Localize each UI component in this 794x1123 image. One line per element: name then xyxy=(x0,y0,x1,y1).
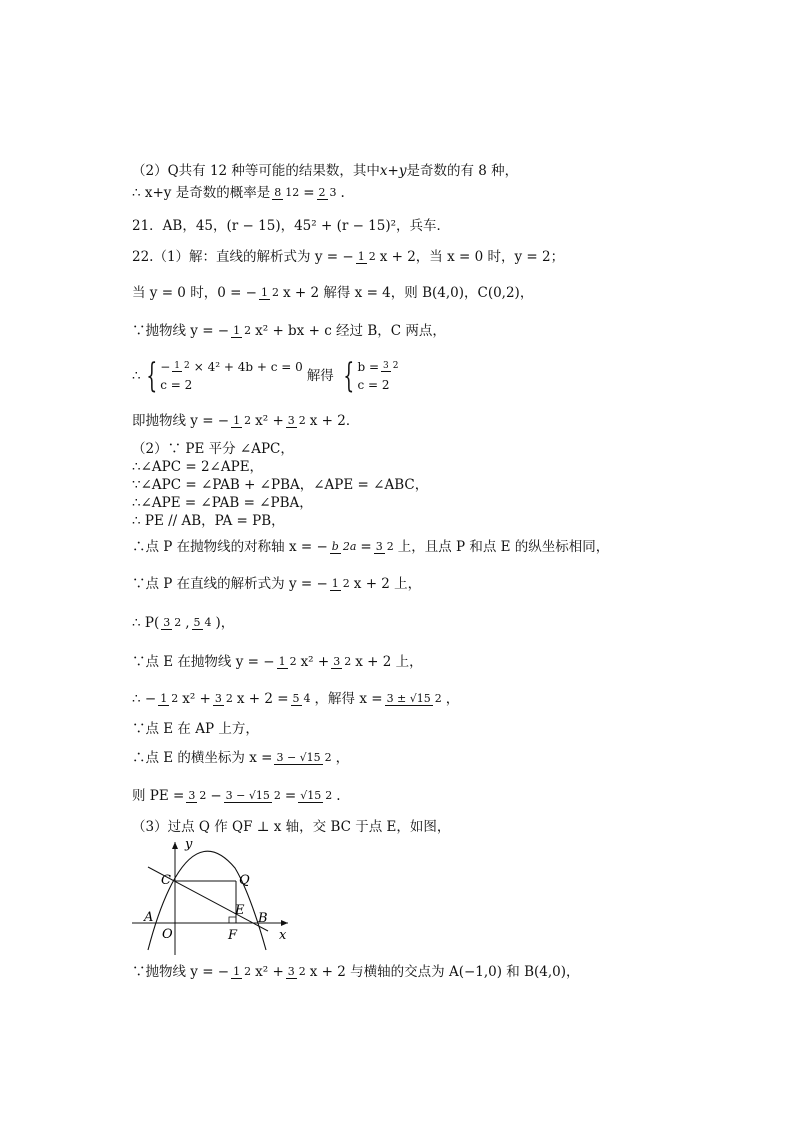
line-probability-intro xyxy=(132,162,518,180)
line-intersections xyxy=(132,963,580,981)
line-equation-system xyxy=(132,358,402,394)
denominator: 2 xyxy=(344,654,352,668)
fraction xyxy=(192,617,214,630)
line-angle-2 xyxy=(132,476,428,494)
text: x + 2 解得 x = 4，则 B(4,0)，C(0,2)， xyxy=(283,285,534,301)
label-F: F xyxy=(228,928,238,943)
text: , xyxy=(185,615,190,631)
numerator: 1 xyxy=(233,964,241,978)
label-E: E xyxy=(235,903,245,918)
text: = xyxy=(284,788,297,804)
denominator: 2 xyxy=(325,788,333,802)
numerator: 2 xyxy=(318,185,326,199)
fraction xyxy=(272,187,301,200)
denominator: 12 xyxy=(285,185,300,199)
label-C: C xyxy=(161,873,171,888)
text: − xyxy=(210,788,222,804)
text: ∴点 P 在抛物线的对称轴 x = − xyxy=(132,539,328,555)
fraction xyxy=(374,541,396,554)
text: − xyxy=(160,360,171,374)
label-O: O xyxy=(162,927,173,942)
numerator: 1 xyxy=(331,576,339,590)
brace-icon: { xyxy=(343,356,355,396)
fraction xyxy=(286,415,308,428)
system-right xyxy=(357,358,402,394)
denominator: 2 xyxy=(298,413,306,427)
line-probability-result xyxy=(132,184,345,202)
text: （2）∵ PE 平分 ∠APC， xyxy=(132,441,294,457)
fraction xyxy=(231,325,253,338)
line-E-on-parabola xyxy=(132,653,423,671)
numerator: 1 xyxy=(174,361,181,371)
line-points-BC xyxy=(132,284,533,302)
denominator: 2 xyxy=(434,691,442,705)
denominator: 2 xyxy=(324,750,332,764)
text: 则 PE = xyxy=(132,788,185,804)
text: ∴点 E 的横坐标为 x = xyxy=(132,750,273,766)
text: )， xyxy=(215,615,235,631)
denominator: 2 xyxy=(392,361,399,371)
text: . xyxy=(340,185,345,201)
text: x² + xyxy=(255,413,284,429)
line-q22-part1 xyxy=(132,248,564,266)
line-part3 xyxy=(132,818,450,836)
parabola-figure xyxy=(128,838,298,956)
text: （2）Q共有 12 种等可能的结果数，其中 xyxy=(132,163,380,179)
text: x² + xyxy=(182,691,211,707)
numerator: 1 xyxy=(261,285,268,299)
denominator: 3 xyxy=(329,185,337,199)
denominator: 2 xyxy=(174,615,182,629)
line-parabola-result xyxy=(132,412,359,430)
brace-icon: { xyxy=(146,356,157,396)
fraction xyxy=(330,541,359,554)
fraction xyxy=(356,251,378,264)
system-row xyxy=(160,358,303,376)
text: x² + xyxy=(300,654,330,670)
text: ， xyxy=(445,691,460,707)
denominator: 2 xyxy=(244,323,252,337)
line-parabola-through xyxy=(132,322,446,340)
x-axis-arrow-icon xyxy=(281,920,288,926)
text: ∴ x+y 是奇数的概率是 xyxy=(132,185,271,201)
label-y: y xyxy=(185,838,193,852)
fraction xyxy=(291,693,313,706)
numerator: 8 xyxy=(274,185,282,199)
denominator: 2 xyxy=(386,539,394,553)
text: （3）过点 Q 作 QF ⊥ x 轴，交 BC 于点 E，如图， xyxy=(132,819,451,835)
text: x² + xyxy=(255,964,284,980)
text: x + 2 上， xyxy=(353,576,422,592)
label-B: B xyxy=(258,911,268,926)
text: x + 2 上， xyxy=(355,654,423,670)
text: ， xyxy=(335,750,350,766)
numerator: 3 xyxy=(214,691,222,705)
text: = xyxy=(303,185,315,201)
denominator: 2 xyxy=(298,964,306,978)
text: x + 2 与横轴的交点为 A(−1,0) 和 B(4,0)， xyxy=(309,964,580,980)
numerator: b xyxy=(331,539,339,553)
text: 解得 xyxy=(306,368,334,384)
text: ∵∠APC = ∠PAB + ∠PBA，∠APE = ∠ABC， xyxy=(132,477,429,493)
text: ∵点 E 在抛物线 y = − xyxy=(132,654,275,670)
denominator: 2 xyxy=(184,361,190,371)
numerator: 3 xyxy=(287,413,295,427)
denominator: 2 xyxy=(244,964,252,978)
denominator: 4 xyxy=(303,691,311,705)
text: ∴ xyxy=(132,368,141,384)
line-q21-answer xyxy=(132,217,450,235)
text: 是奇数的有 8 种， xyxy=(406,163,519,179)
fraction xyxy=(172,362,191,372)
line-E-above xyxy=(132,720,259,738)
denominator: 2 xyxy=(342,576,350,590)
text: b = xyxy=(357,360,380,374)
fraction xyxy=(186,790,208,803)
line-angle-3 xyxy=(132,494,313,512)
system-row xyxy=(357,358,402,376)
numerator: 1 xyxy=(278,654,286,668)
denominator: 2 xyxy=(199,788,207,802)
line-solve-E xyxy=(132,690,459,708)
text: ∴∠APE = ∠PAB = ∠PBA， xyxy=(132,495,313,511)
text: x + 2． xyxy=(309,413,360,429)
numerator: 5 xyxy=(193,615,201,629)
text: ∴∠APC = 2∠APE， xyxy=(132,459,264,475)
text: ∵点 E 在 AP 上方， xyxy=(132,721,259,737)
text: 21．AB，45，(r − 15)，45² + (r − 15)²，兵车． xyxy=(132,218,451,234)
text: . xyxy=(336,788,341,804)
numerator: 3 − √15 xyxy=(225,788,270,802)
line-axis-of-symmetry xyxy=(132,538,609,556)
numerator: 3 xyxy=(287,964,295,978)
label-Q: Q xyxy=(239,873,250,888)
fraction xyxy=(161,617,183,630)
text: 22.（1）解：直线的解析式为 y = − xyxy=(132,249,354,265)
label-A: A xyxy=(144,910,154,925)
numerator: 3 − √15 xyxy=(276,750,321,764)
fraction xyxy=(231,966,253,979)
numerator: 5 xyxy=(292,691,300,705)
denominator: 2a xyxy=(342,539,357,553)
text: 即抛物线 y = − xyxy=(132,413,230,429)
denominator: 2 xyxy=(273,788,281,802)
text: 上，且点 P 和点 E 的纵坐标相同， xyxy=(397,539,610,555)
fraction xyxy=(274,752,333,765)
text: ∵抛物线 y = − xyxy=(132,964,230,980)
fraction xyxy=(385,693,444,706)
text: = xyxy=(360,539,372,555)
fraction xyxy=(213,693,235,706)
fraction xyxy=(224,790,283,803)
label-x: x xyxy=(279,928,287,943)
numerator: 3 xyxy=(383,361,389,371)
numerator: 1 xyxy=(233,323,241,337)
denominator: 2 xyxy=(368,249,376,263)
text: ∵点 P 在直线的解析式为 y = − xyxy=(132,576,328,592)
fraction xyxy=(286,966,308,979)
numerator: √15 xyxy=(300,788,322,802)
text: x² + bx + c 经过 B，C 两点， xyxy=(255,323,446,339)
line-angle-1 xyxy=(132,458,263,476)
denominator: 2 xyxy=(244,413,252,427)
line-part2-start xyxy=(132,440,294,458)
text: x + 2，当 x = 0 时，y = 2； xyxy=(379,249,565,265)
fraction xyxy=(158,693,180,706)
line-PE-length xyxy=(132,787,341,805)
system-left xyxy=(160,358,303,394)
text: ∴ PE // AB，PA = PB， xyxy=(132,513,285,529)
numerator: 3 ± √15 xyxy=(386,691,431,705)
y-axis-arrow-icon xyxy=(172,842,178,849)
fraction xyxy=(331,656,353,669)
fraction xyxy=(259,287,281,300)
text: x + 2 = xyxy=(236,691,289,707)
denominator: 2 xyxy=(171,691,179,705)
denominator: 2 xyxy=(225,691,233,705)
fraction xyxy=(381,362,400,372)
fraction xyxy=(231,415,253,428)
numerator: 3 xyxy=(333,654,341,668)
fraction xyxy=(317,187,339,200)
line-parallel xyxy=(132,512,285,530)
line-E-x xyxy=(132,749,349,767)
fraction xyxy=(277,656,299,669)
fraction xyxy=(330,578,352,591)
system-row: c = 2 xyxy=(357,378,390,392)
line-P-on-line xyxy=(132,575,421,593)
numerator: 1 xyxy=(357,249,365,263)
math: x+y xyxy=(379,163,407,179)
denominator: 2 xyxy=(272,285,279,299)
numerator: 3 xyxy=(163,615,171,629)
text: ∴ − xyxy=(132,691,157,707)
numerator: 1 xyxy=(233,413,241,427)
text: ∵抛物线 y = − xyxy=(132,323,230,339)
text: 当 y = 0 时，0 = − xyxy=(132,285,257,301)
numerator: 3 xyxy=(375,539,383,553)
text: × 4² + 4b + c = 0 xyxy=(193,360,303,374)
fraction xyxy=(298,790,334,803)
numerator: 3 xyxy=(188,788,196,802)
numerator: 1 xyxy=(160,691,168,705)
system-row: c = 2 xyxy=(160,378,193,392)
denominator: 4 xyxy=(204,615,212,629)
text: ∴ P( xyxy=(132,615,160,631)
line-P-coords xyxy=(132,614,234,632)
denominator: 2 xyxy=(289,654,297,668)
text: ，解得 x = xyxy=(314,691,383,707)
